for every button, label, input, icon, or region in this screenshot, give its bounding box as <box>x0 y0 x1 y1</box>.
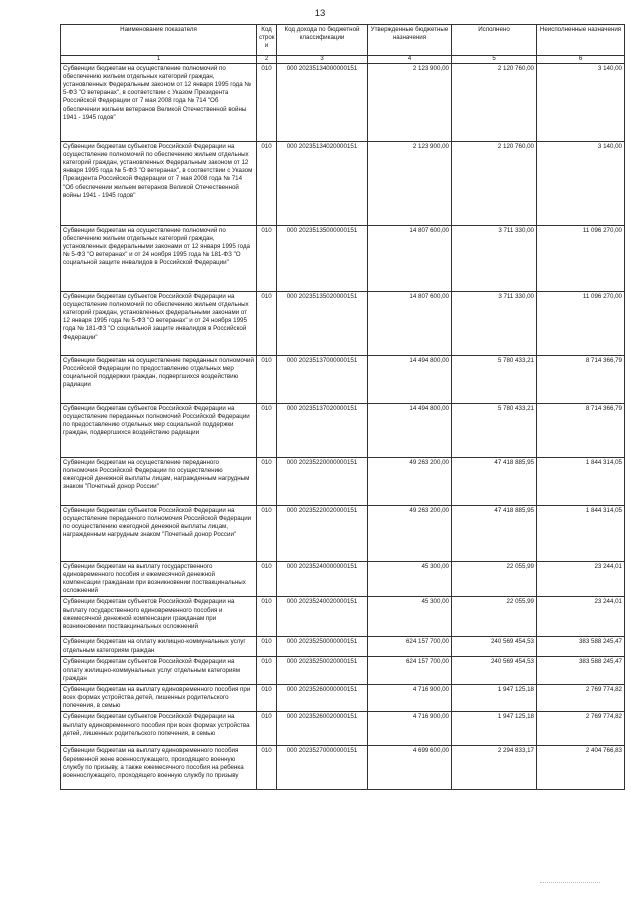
line-code: 010 <box>257 457 277 505</box>
line-code: 010 <box>257 505 277 561</box>
approved-amount: 14 807 600,00 <box>368 225 452 291</box>
executed-amount: 22 055,99 <box>452 597 537 637</box>
indicator-name: Субвенции бюджетам субъектов Российской Федерации на осуществление переданного полномочия Российской Федерации по осуществлению ежегодной денежной выплаты лицам, награжденным нагрудным знаком "Почетный донор России" <box>61 505 257 561</box>
line-code: 010 <box>257 225 277 291</box>
unexecuted-amount: 2 769 774,82 <box>537 684 625 712</box>
page-number: 13 <box>314 8 326 19</box>
line-code: 010 <box>257 63 277 141</box>
table-row <box>61 225 625 291</box>
income-code: 000 20235137000000151 <box>277 355 368 403</box>
approved-amount: 2 123 900,00 <box>368 141 452 225</box>
executed-amount: 3 711 330,00 <box>452 291 537 355</box>
line-code: 010 <box>257 355 277 403</box>
unexecuted-amount: 23 244,01 <box>537 597 625 637</box>
income-code: 000 20235220020000151 <box>277 505 368 561</box>
approved-amount: 14 494 800,00 <box>368 403 452 457</box>
unexecuted-amount: 23 244,01 <box>537 561 625 597</box>
executed-amount: 2 120 760,00 <box>452 63 537 141</box>
approved-amount: 45 300,00 <box>368 597 452 637</box>
table-row <box>61 355 625 403</box>
income-code: 000 20235134000000151 <box>277 63 368 141</box>
table-row <box>61 684 625 712</box>
table-body <box>61 63 625 790</box>
approved-amount: 4 716 900,00 <box>368 684 452 712</box>
header-executed: Исполнено <box>452 25 537 56</box>
unexecuted-amount: 8 714 366,79 <box>537 355 625 403</box>
line-code: 010 <box>257 561 277 597</box>
line-code: 010 <box>257 597 277 637</box>
executed-amount: 5 780 433,21 <box>452 355 537 403</box>
indicator-name: Субвенции бюджетам субъектов Российской Федерации на осуществление полномочий по обеспечению жильем отдельных категорий граждан, установленных Федеральным законом от 12 января 1995 года № 5-ФЗ "О ветеранах", в соответствии с Указом Президента Российской Федерации от 7 мая 2008 года № 714 "Об обеспечении жильем ветеранов Великой Отечественной войны 1941 - 1945 годов" <box>61 141 257 225</box>
indicator-name: Субвенции бюджетам на осуществление переданных полномочий Российской Федерации по предоставлению отдельных мер социальной поддержки граждан, подвергшихся воздействию радиации <box>61 355 257 403</box>
unexecuted-amount: 3 140,00 <box>537 63 625 141</box>
indicator-name: Субвенции бюджетам на выплату единовременного пособия беременной жене военнослужащего, проходящего военную службу по призыву, а также ежемесячного пособия на ребенка военнослужащего, проходящего военную службу по призыву <box>61 746 257 790</box>
unexecuted-amount: 1 844 314,05 <box>537 457 625 505</box>
indicator-name: Субвенции бюджетам субъектов Российской Федерации на осуществление переданных полномочий Российской Федерации по предоставлению отдельных мер социальной поддержки граждан, подвергшихся воздействию радиации <box>61 403 257 457</box>
income-code: 000 20235135020000151 <box>277 291 368 355</box>
approved-amount: 49 263 200,00 <box>368 505 452 561</box>
approved-amount: 14 494 800,00 <box>368 355 452 403</box>
approved-amount: 14 807 600,00 <box>368 291 452 355</box>
budget-execution-table <box>60 24 625 790</box>
income-code: 000 20235250000000151 <box>277 637 368 657</box>
unexecuted-amount: 11 096 270,00 <box>537 291 625 355</box>
unexecuted-amount: 11 096 270,00 <box>537 225 625 291</box>
approved-amount: 45 300,00 <box>368 561 452 597</box>
table-row <box>61 637 625 657</box>
income-code: 000 20235240000000151 <box>277 561 368 597</box>
income-code: 000 20235135000000151 <box>277 225 368 291</box>
line-code: 010 <box>257 746 277 790</box>
column-index: 3 <box>277 56 368 64</box>
income-code: 000 20235260020000151 <box>277 712 368 746</box>
line-code: 010 <box>257 403 277 457</box>
approved-amount: 4 699 600,00 <box>368 746 452 790</box>
table-row <box>61 597 625 637</box>
unexecuted-amount: 3 140,00 <box>537 141 625 225</box>
approved-amount: 4 716 900,00 <box>368 712 452 746</box>
header-indicator-name: Наименование показателя <box>61 25 257 56</box>
unexecuted-amount: 383 588 245,47 <box>537 657 625 685</box>
column-index-row <box>61 56 625 64</box>
indicator-name: Субвенции бюджетам на выплату государственного единовременного пособия и ежемесячной денежной компенсации гражданам при возникновении поствакцинальных осложнений <box>61 561 257 597</box>
executed-amount: 3 711 330,00 <box>452 225 537 291</box>
scan-artifact <box>540 882 600 887</box>
income-code: 000 20235220000000151 <box>277 457 368 505</box>
executed-amount: 240 569 454,53 <box>452 657 537 685</box>
line-code: 010 <box>257 141 277 225</box>
unexecuted-amount: 2 769 774,82 <box>537 712 625 746</box>
indicator-name: Субвенции бюджетам субъектов Российской Федерации на выплату государственного единовременного пособия и ежемесячной денежной компенсации гражданам при возникновении поствакцинальных осложнений <box>61 597 257 637</box>
income-code: 000 20235270000000151 <box>277 746 368 790</box>
indicator-name: Субвенции бюджетам на осуществление переданного полномочия Российской Федерации по осуществлению ежегодной денежной выплаты лицам, награжденным нагрудным знаком "Почетный донор России" <box>61 457 257 505</box>
executed-amount: 5 780 433,21 <box>452 403 537 457</box>
table-row <box>61 712 625 746</box>
income-code: 000 20235137020000151 <box>277 403 368 457</box>
unexecuted-amount: 2 404 766,83 <box>537 746 625 790</box>
table-row <box>61 561 625 597</box>
table-row <box>61 403 625 457</box>
column-index: 5 <box>452 56 537 64</box>
column-index: 1 <box>61 56 257 64</box>
approved-amount: 624 157 700,00 <box>368 637 452 657</box>
income-code: 000 20235134020000151 <box>277 141 368 225</box>
table-row <box>61 457 625 505</box>
header-unexecuted: Неисполненные назначения <box>537 25 625 56</box>
table-row <box>61 141 625 225</box>
column-index: 4 <box>368 56 452 64</box>
executed-amount: 1 947 125,18 <box>452 684 537 712</box>
income-code: 000 20235250020000151 <box>277 657 368 685</box>
indicator-name: Субвенции бюджетам субъектов Российской Федерации на выплату единовременного пособия при всех формах устройства детей, лишенных родительского попечения, в семью <box>61 712 257 746</box>
line-code: 010 <box>257 712 277 746</box>
table-row <box>61 291 625 355</box>
approved-amount: 49 263 200,00 <box>368 457 452 505</box>
line-code: 010 <box>257 684 277 712</box>
indicator-name: Субвенции бюджетам на осуществление полномочий по обеспечению жильем отдельных категорий граждан, установленных федеральными законами от 12 января 1995 года № 5-ФЗ "О ветеранах" и от 24 ноября 1995 года № 181-ФЗ "О социальной защите инвалидов в Российской Федерации" <box>61 225 257 291</box>
executed-amount: 47 418 885,95 <box>452 457 537 505</box>
income-code: 000 20235260000000151 <box>277 684 368 712</box>
unexecuted-amount: 8 714 366,79 <box>537 403 625 457</box>
column-index: 2 <box>257 56 277 64</box>
header-line-code: Код строк и <box>257 25 277 56</box>
approved-amount: 624 157 700,00 <box>368 657 452 685</box>
indicator-name: Субвенции бюджетам на осуществление полномочий по обеспечению жильем отдельных категорий граждан, установленных Федеральным законом от 12 января 1995 года № 5-ФЗ "О ветеранах", в соответствии с Указом Президента Российской Федерации от 7 мая 2008 года № 714 "Об обеспечении жильем ветеранов Великой Отечественной войны 1941 - 1945 годов" <box>61 63 257 141</box>
indicator-name: Субвенции бюджетам на оплату жилищно-коммунальных услуг отдельным категориям граждан <box>61 637 257 657</box>
column-index: 6 <box>537 56 625 64</box>
approved-amount: 2 123 900,00 <box>368 63 452 141</box>
table-row <box>61 63 625 141</box>
executed-amount: 1 947 125,18 <box>452 712 537 746</box>
income-code: 000 20235240020000151 <box>277 597 368 637</box>
executed-amount: 240 569 454,53 <box>452 637 537 657</box>
table-row <box>61 657 625 685</box>
executed-amount: 47 418 885,95 <box>452 505 537 561</box>
line-code: 010 <box>257 291 277 355</box>
indicator-name: Субвенции бюджетам субъектов Российской Федерации на оплату жилищно-коммунальных услуг отдельным категориям граждан <box>61 657 257 685</box>
header-approved: Утвержденные бюджетные назначения <box>368 25 452 56</box>
indicator-name: Субвенции бюджетам субъектов Российской Федерации на осуществление полномочий по обеспечению жильем отдельных категорий граждан, установленных федеральными законами от 12 января 1995 года № 5-ФЗ "О ветеранах" и от 24 ноября 1995 года № 181-ФЗ "О социальной защите инвалидов в Российской Федерации" <box>61 291 257 355</box>
executed-amount: 22 055,99 <box>452 561 537 597</box>
executed-amount: 2 294 833,17 <box>452 746 537 790</box>
table-row <box>61 746 625 790</box>
unexecuted-amount: 1 844 314,05 <box>537 505 625 561</box>
line-code: 010 <box>257 637 277 657</box>
header-income-code: Код дохода по бюджетной классификации <box>277 25 368 56</box>
table-row <box>61 505 625 561</box>
table-header-row <box>61 25 625 56</box>
executed-amount: 2 120 760,00 <box>452 141 537 225</box>
indicator-name: Субвенции бюджетам на выплату единовременного пособия при всех формах устройства детей, лишенных родительского попечения, в семью <box>61 684 257 712</box>
unexecuted-amount: 383 588 245,47 <box>537 637 625 657</box>
line-code: 010 <box>257 657 277 685</box>
